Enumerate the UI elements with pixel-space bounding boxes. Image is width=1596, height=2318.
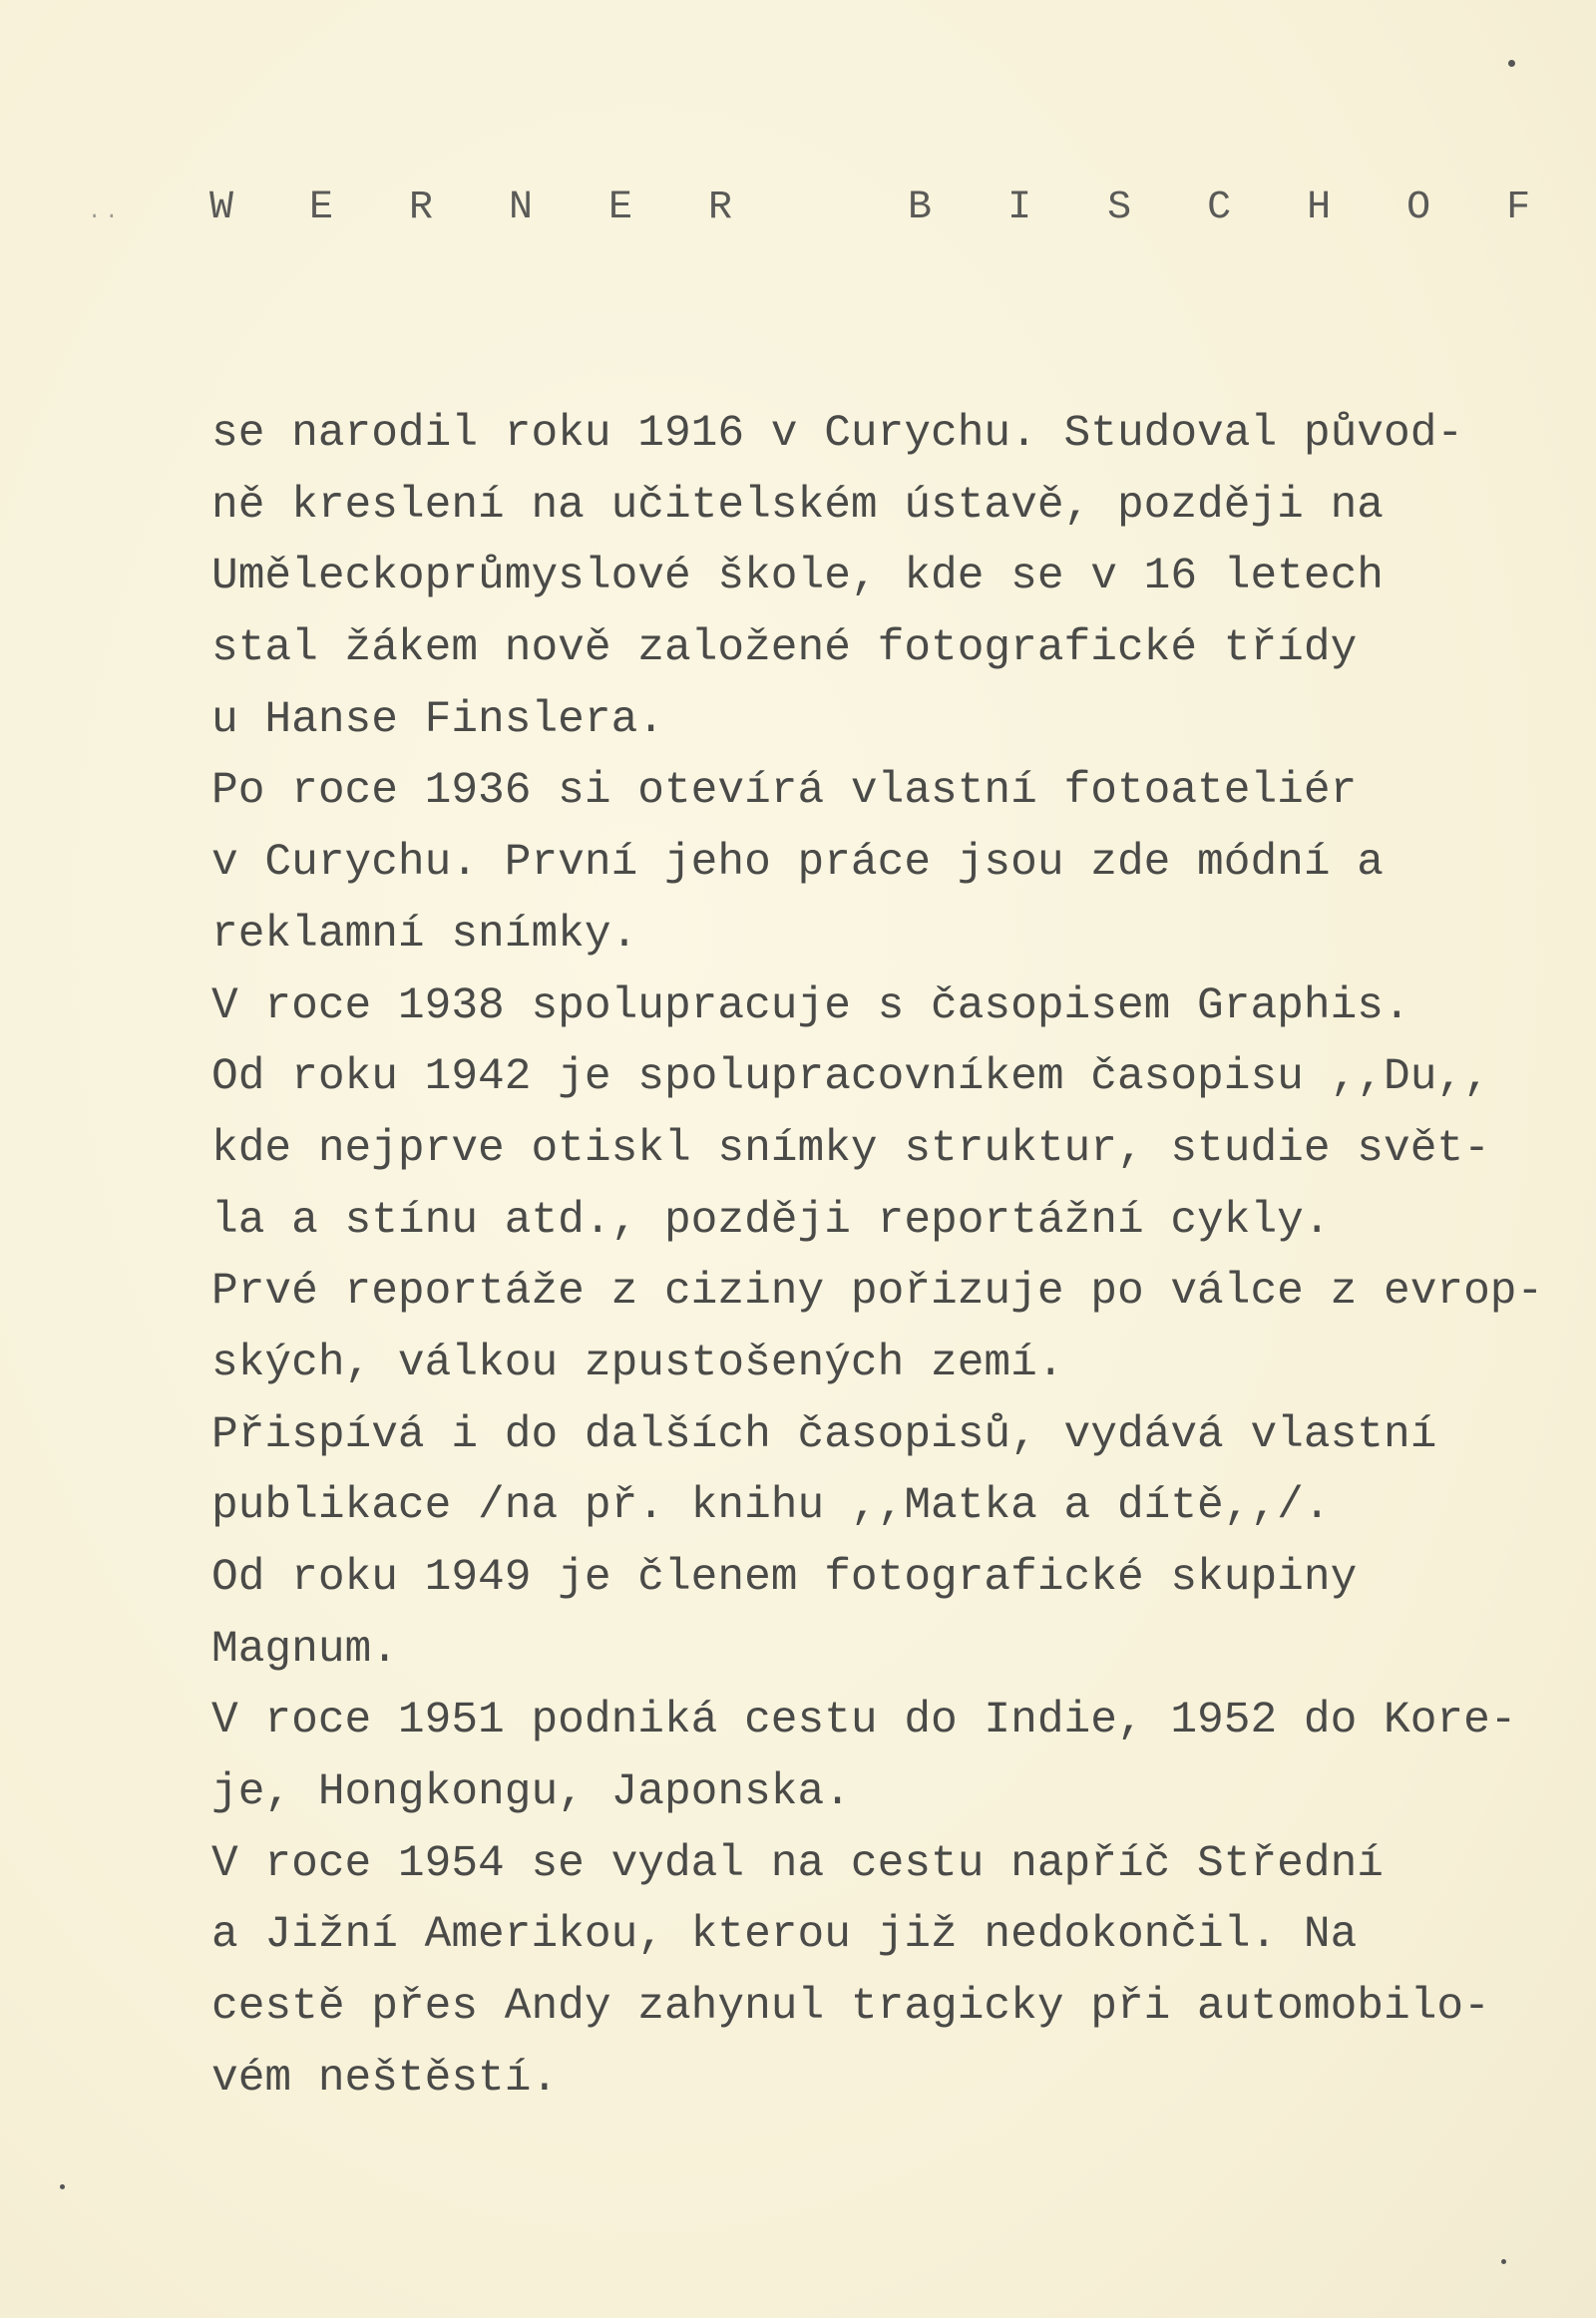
document-title: W E R N E R B I S C H O F	[209, 186, 1557, 230]
text-line: ských, válkou zpustošených zemí.	[211, 1338, 1064, 1388]
text-line: se narodil roku 1916 v Curychu. Studoval původ-	[211, 409, 1464, 459]
document-body	[211, 399, 1543, 2116]
text-line: V roce 1954 se vydal na cestu napříč Střední	[211, 1838, 1384, 1889]
text-line: Magnum.	[211, 1624, 398, 1675]
text-line: cestě přes Andy zahynul tragicky při automobilo-	[211, 1982, 1490, 2033]
text-line: a Jižní Amerikou, kterou již nedokončil. Na	[211, 1910, 1358, 1961]
ink-speck	[1508, 60, 1515, 67]
text-line: Prvé reportáže z ciziny pořizuje po válce z evrop-	[211, 1267, 1544, 1318]
text-line: la a stínu atd., později reportážní cykly.	[211, 1195, 1331, 1246]
text-line: je, Hongkongu, Japonska.	[211, 1767, 851, 1818]
text-line: Po roce 1936 si otevírá vlastní fotoateliér	[211, 766, 1358, 817]
text-line: Od roku 1942 je spolupracovníkem časopisu ,,Du,,	[211, 1052, 1490, 1103]
text-line: kde nejprve otiskl snímky struktur, studie svět-	[211, 1123, 1490, 1174]
text-line: V roce 1951 podniká cestu do Indie, 1952 do Kore-	[211, 1696, 1517, 1746]
ink-speck	[60, 2184, 65, 2189]
text-line: v Curychu. První jeho práce jsou zde módní a	[211, 838, 1384, 889]
text-line: Od roku 1949 je členem fotografické skupiny	[211, 1553, 1358, 1603]
text-line: publikace /na př. knihu ,,Matka a dítě,,/.	[211, 1481, 1331, 1532]
text-line: reklamní snímky.	[211, 909, 638, 960]
text-line: stal žákem nově založené fotografické třídy	[211, 623, 1358, 674]
text-line: vém neštěstí.	[211, 2053, 559, 2104]
text-line: u Hanse Finslera.	[211, 694, 664, 745]
title-prefix: ..	[88, 199, 123, 224]
text-line: Uměleckoprůmyslové škole, kde se v 16 letech	[211, 552, 1384, 602]
text-line: V roce 1938 spolupracuje s časopisem Graphis.	[211, 980, 1410, 1031]
ink-speck	[1501, 2259, 1506, 2264]
text-line: ně kreslení na učitelském ústavě, později na	[211, 480, 1384, 531]
text-line: Přispívá i do dalších časopisů, vydává vlastní	[211, 1409, 1437, 1460]
